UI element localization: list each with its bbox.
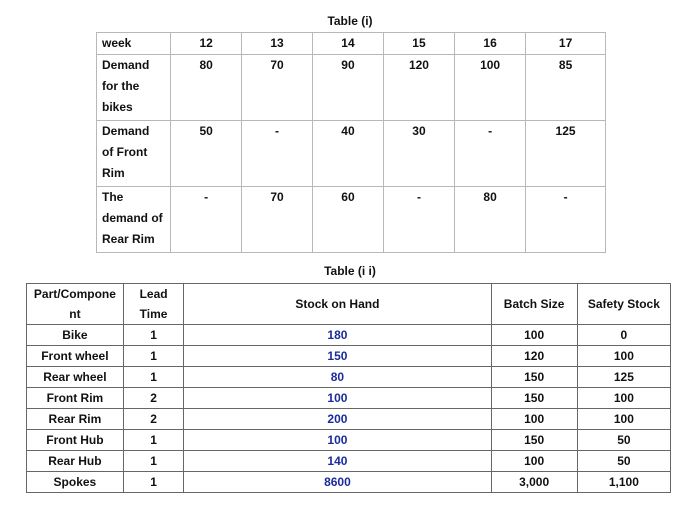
table2-header-row [27,284,671,325]
header-safety-stock: Safety Stock [577,284,670,325]
table1-cell: 70 [242,187,313,253]
lead-time: 1 [123,472,184,493]
row-label-line: bikes [102,100,133,114]
batch-size: 150 [491,388,577,409]
table1-row [97,187,606,253]
table1-cell: - [455,121,526,187]
header-lead-line: Lead [139,287,168,301]
stock-on-hand: 8600 [184,472,491,493]
safety-stock: 100 [577,346,670,367]
table1-cell: 85 [526,55,606,121]
batch-size: 120 [491,346,577,367]
table1-cell: 17 [526,33,606,55]
part-name: Front Rim [27,388,124,409]
lead-time: 2 [123,388,184,409]
stock-on-hand: 150 [184,346,491,367]
row-label-line: for the [102,79,140,93]
lead-time: 1 [123,346,184,367]
table1-row [97,33,606,55]
table1-cell: 16 [455,33,526,55]
row-label [97,55,171,121]
table1-cell: - [171,187,242,253]
table2-title: Table (i i) [324,264,376,278]
header-lead-time [123,284,184,325]
header-part [27,284,124,325]
table1-cell: 120 [383,55,454,121]
header-part-line: Part/Compone [33,287,116,301]
table1-cell: 50 [171,121,242,187]
table1-cell: 30 [383,121,454,187]
lead-time: 1 [123,367,184,388]
table1 [96,32,606,253]
header-stock-on-hand: Stock on Hand [184,284,491,325]
lead-time: 1 [123,430,184,451]
stock-on-hand: 100 [184,430,491,451]
row-label-line: demand of [102,211,163,225]
table1-cell: - [526,187,606,253]
table1-cell: - [242,121,313,187]
safety-stock: 100 [577,409,670,430]
lead-time: 1 [123,325,184,346]
table1-cell: 80 [171,55,242,121]
table1-title: Table (i) [327,14,373,28]
header-part-line: nt [69,307,81,321]
header-batch-size: Batch Size [491,284,577,325]
table1-cell: 60 [313,187,384,253]
table2-row [27,409,671,430]
row-label [97,121,171,187]
row-label [97,33,171,55]
table1-cell: 15 [383,33,454,55]
table2-row [27,325,671,346]
table1-cell: 13 [242,33,313,55]
table2-row [27,367,671,388]
table1-cell: 90 [313,55,384,121]
table2 [26,283,671,493]
safety-stock: 0 [577,325,670,346]
table1-cell: 70 [242,55,313,121]
safety-stock: 125 [577,367,670,388]
part-name: Rear Hub [27,451,124,472]
batch-size: 3,000 [491,472,577,493]
stock-on-hand: 100 [184,388,491,409]
stock-on-hand: 140 [184,451,491,472]
part-name: Rear wheel [27,367,124,388]
row-label-line: Demand [102,58,150,72]
batch-size: 100 [491,451,577,472]
stock-on-hand: 80 [184,367,491,388]
row-label-line: Demand [102,124,150,138]
table1-cell: - [383,187,454,253]
row-label-line: Rear Rim [102,232,155,246]
safety-stock: 1,100 [577,472,670,493]
part-name: Spokes [27,472,124,493]
batch-size: 100 [491,325,577,346]
part-name: Front Hub [27,430,124,451]
stock-on-hand: 180 [184,325,491,346]
lead-time: 1 [123,451,184,472]
part-name: Front wheel [27,346,124,367]
row-label [97,187,171,253]
table1-row [97,55,606,121]
row-label-line: week [102,36,132,50]
table1-cell: 14 [313,33,384,55]
table1-cell: 40 [313,121,384,187]
table1-cell: 80 [455,187,526,253]
row-label-line: Rim [102,166,125,180]
safety-stock: 50 [577,430,670,451]
batch-size: 100 [491,409,577,430]
table2-row [27,388,671,409]
part-name: Rear Rim [27,409,124,430]
row-label-line: The [102,190,124,204]
table2-row [27,472,671,493]
part-name: Bike [27,325,124,346]
batch-size: 150 [491,430,577,451]
stock-on-hand: 200 [184,409,491,430]
lead-time: 2 [123,409,184,430]
table2-row [27,451,671,472]
safety-stock: 50 [577,451,670,472]
safety-stock: 100 [577,388,670,409]
row-label-line: of Front [102,145,148,159]
table2-row [27,430,671,451]
table1-cell: 125 [526,121,606,187]
table1-row [97,121,606,187]
batch-size: 150 [491,367,577,388]
table2-row [27,346,671,367]
table1-cell: 100 [455,55,526,121]
table1-cell: 12 [171,33,242,55]
header-lead-line: Time [139,307,168,321]
